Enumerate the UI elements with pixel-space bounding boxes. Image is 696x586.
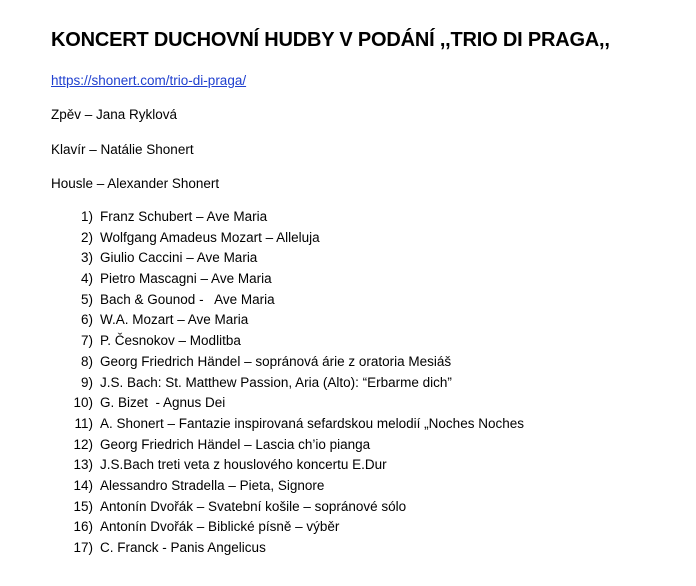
program-item-number: 2)	[80, 229, 93, 245]
performer-violin: Housle – Alexander Shonert	[51, 176, 220, 191]
program-item-number: 12)	[73, 436, 93, 452]
program-item-text: Georg Friedrich Händel – Lascia ch’io pianga	[100, 436, 371, 452]
document-title: KONCERT DUCHOVNÍ HUDBY V PODÁNÍ ,,TRIO DI PRAGA,,	[51, 29, 610, 51]
program-item	[0, 269, 696, 290]
program-item	[0, 331, 696, 352]
program-item-text: Bach & Gounod - Ave Maria	[100, 291, 275, 307]
program-item	[0, 352, 696, 373]
program-item-number: 1)	[80, 209, 93, 224]
program-item-number: 11)	[74, 415, 93, 431]
program-item	[0, 497, 696, 518]
program-list	[0, 207, 696, 559]
program-item	[0, 414, 696, 435]
performer-vocals: Zpěv – Jana Ryklová	[51, 107, 178, 122]
program-item-text: Franz Schubert – Ave Maria	[100, 209, 268, 224]
program-item-number: 9)	[80, 374, 93, 390]
program-item	[0, 517, 696, 538]
program-item-number: 8)	[80, 353, 93, 369]
program-item-number: 14)	[73, 477, 93, 493]
program-item	[0, 435, 696, 456]
program-item-number: 15)	[73, 498, 93, 514]
program-item-text: Wolfgang Amadeus Mozart – Alleluja	[100, 229, 320, 245]
program-item-text: A. Shonert – Fantazie inspirovaná sefardskou melodií „Noches Noches	[100, 415, 524, 431]
program-item	[0, 393, 696, 414]
program-item	[0, 207, 696, 228]
program-item-text: Antonín Dvořák – Svatební košile – sopránové sólo	[100, 498, 407, 514]
program-item-number: 10)	[73, 395, 93, 411]
program-item	[0, 455, 696, 476]
program-item-number: 5)	[80, 291, 93, 307]
program-item-number: 16)	[73, 519, 93, 535]
program-item-text: Giulio Caccini – Ave Maria	[100, 250, 258, 266]
program-item-text: C. Franck - Panis Angelicus	[100, 540, 266, 555]
program-item-text: G. Bizet - Agnus Dei	[100, 395, 226, 411]
program-item-text: Antonín Dvořák – Biblické písně – výběr	[100, 519, 340, 535]
program-item-number: 3)	[80, 250, 93, 266]
program-item-text: P. Česnokov – Modlitba	[100, 333, 241, 349]
program-item-number: 17)	[73, 540, 93, 555]
program-item	[0, 290, 696, 311]
program-item	[0, 476, 696, 497]
program-item	[0, 538, 696, 559]
program-item-text: Georg Friedrich Händel – sopránová árie z oratoria Mesiáš	[100, 353, 452, 369]
program-item-number: 6)	[80, 312, 93, 328]
program-item-number: 13)	[73, 457, 93, 473]
program-item-text: W.A. Mozart – Ave Maria	[100, 312, 249, 328]
program-item-text: J.S. Bach: St. Matthew Passion, Aria (Alto): “Erbarme dich”	[100, 374, 452, 390]
program-item-text: Pietro Mascagni – Ave Maria	[100, 271, 272, 287]
program-item	[0, 373, 696, 394]
program-item	[0, 310, 696, 331]
program-item-number: 4)	[80, 271, 93, 287]
trio-website-link[interactable]: https://shonert.com/trio-di-praga/	[51, 73, 247, 88]
program-item-text: J.S.Bach treti veta z houslového koncertu E.Dur	[100, 457, 387, 473]
program-item-number: 7)	[80, 333, 93, 349]
program-item	[0, 228, 696, 249]
program-item	[0, 248, 696, 269]
program-item-text: Alessandro Stradella – Pieta, Signore	[100, 477, 325, 493]
performer-piano: Klavír – Natálie Shonert	[51, 142, 194, 157]
